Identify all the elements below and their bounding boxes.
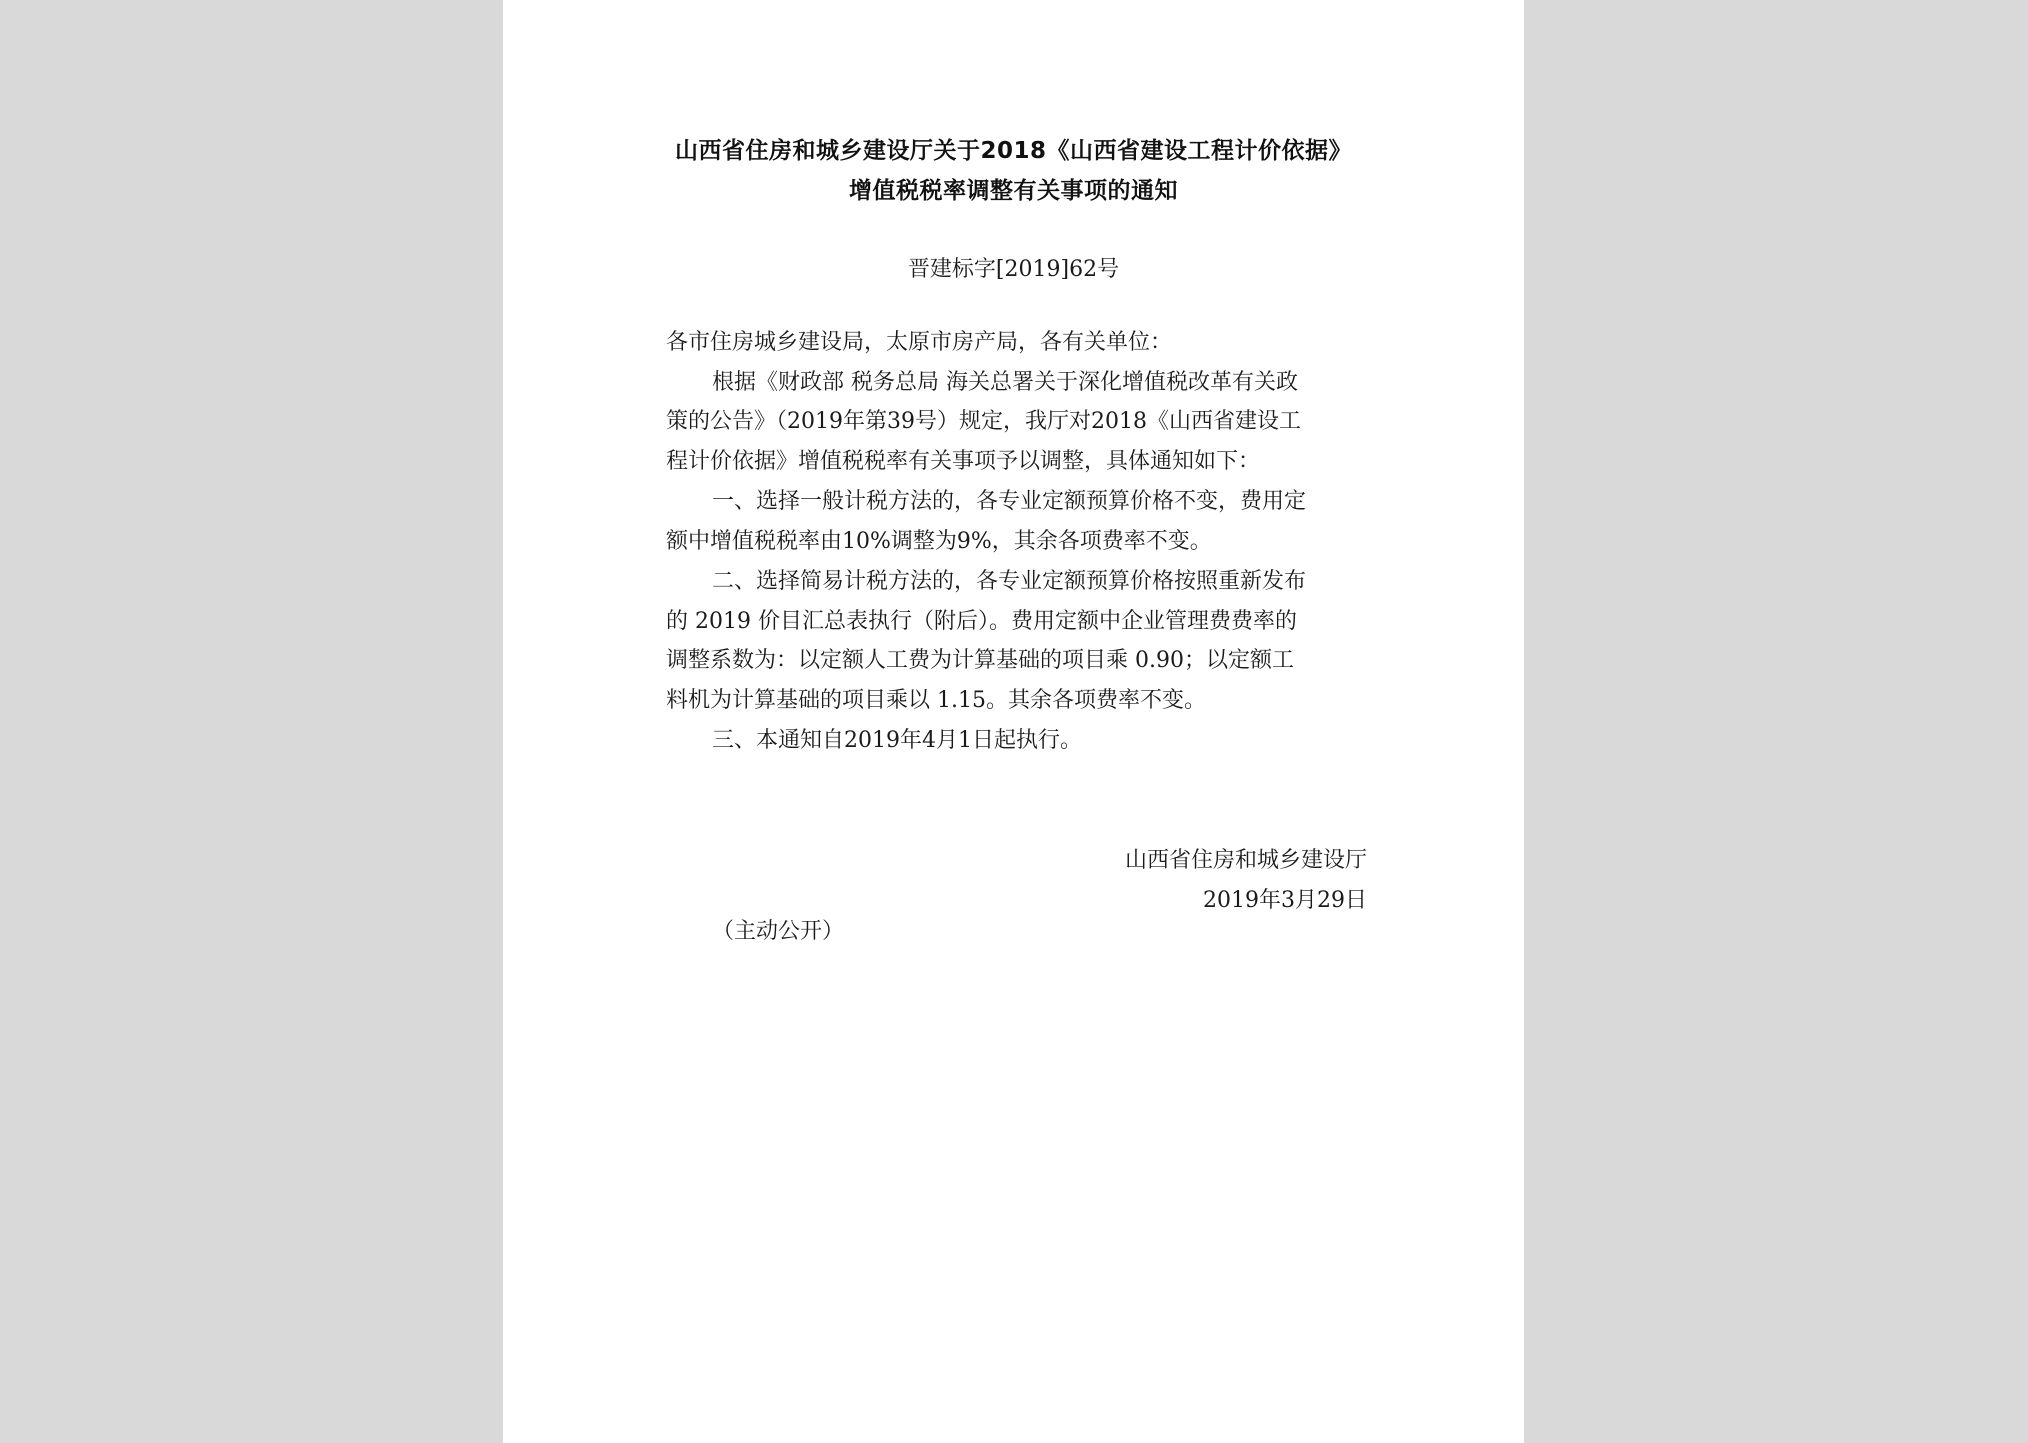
document-number: 晋建标字[2019]62号 — [907, 257, 1120, 282]
body-line-8: 调整系数为：以定额人工费为计算基础的项目乘 0.90；以定额工 — [666, 648, 1294, 673]
body-line-6: 二、选择简易计税方法的，各专业定额预算价格按照重新发布 — [712, 569, 1307, 594]
body-line-9: 料机为计算基础的项目乘以 1.15。其余各项费率不变。 — [666, 688, 1206, 713]
disclosure-note: （主动公开） — [712, 919, 845, 944]
signature-date: 2019年3月29日 — [1203, 888, 1367, 913]
addressee: 各市住房城乡建设局，太原市房产局，各有关单位： — [666, 330, 1173, 355]
document-title-line-2: 增值税税率调整有关事项的通知 — [849, 178, 1178, 204]
body-line-1: 根据《财政部 税务总局 海关总署关于深化增值税改革有关政 — [712, 370, 1298, 395]
body-line-3: 程计价依据》增值税税率有关事项予以调整，具体通知如下： — [666, 449, 1261, 474]
body-line-10: 三、本通知自2019年4月1日起执行。 — [712, 728, 1082, 753]
signature-organization: 山西省住房和城乡建设厅 — [1124, 848, 1367, 873]
document-page — [503, 0, 1524, 1443]
document-title-line-1: 山西省住房和城乡建设厅关于2018《山西省建设工程计价依据》 — [674, 138, 1352, 164]
body-line-7: 的 2019 价目汇总表执行（附后）。费用定额中企业管理费费率的 — [666, 609, 1297, 634]
body-line-4: 一、选择一般计税方法的，各专业定额预算价格不变，费用定 — [712, 489, 1307, 514]
body-line-5: 额中增值税税率由10%调整为9%，其余各项费率不变。 — [666, 529, 1212, 554]
body-line-2: 策的公告》（2019年第39号）规定，我厅对2018《山西省建设工 — [666, 409, 1301, 434]
